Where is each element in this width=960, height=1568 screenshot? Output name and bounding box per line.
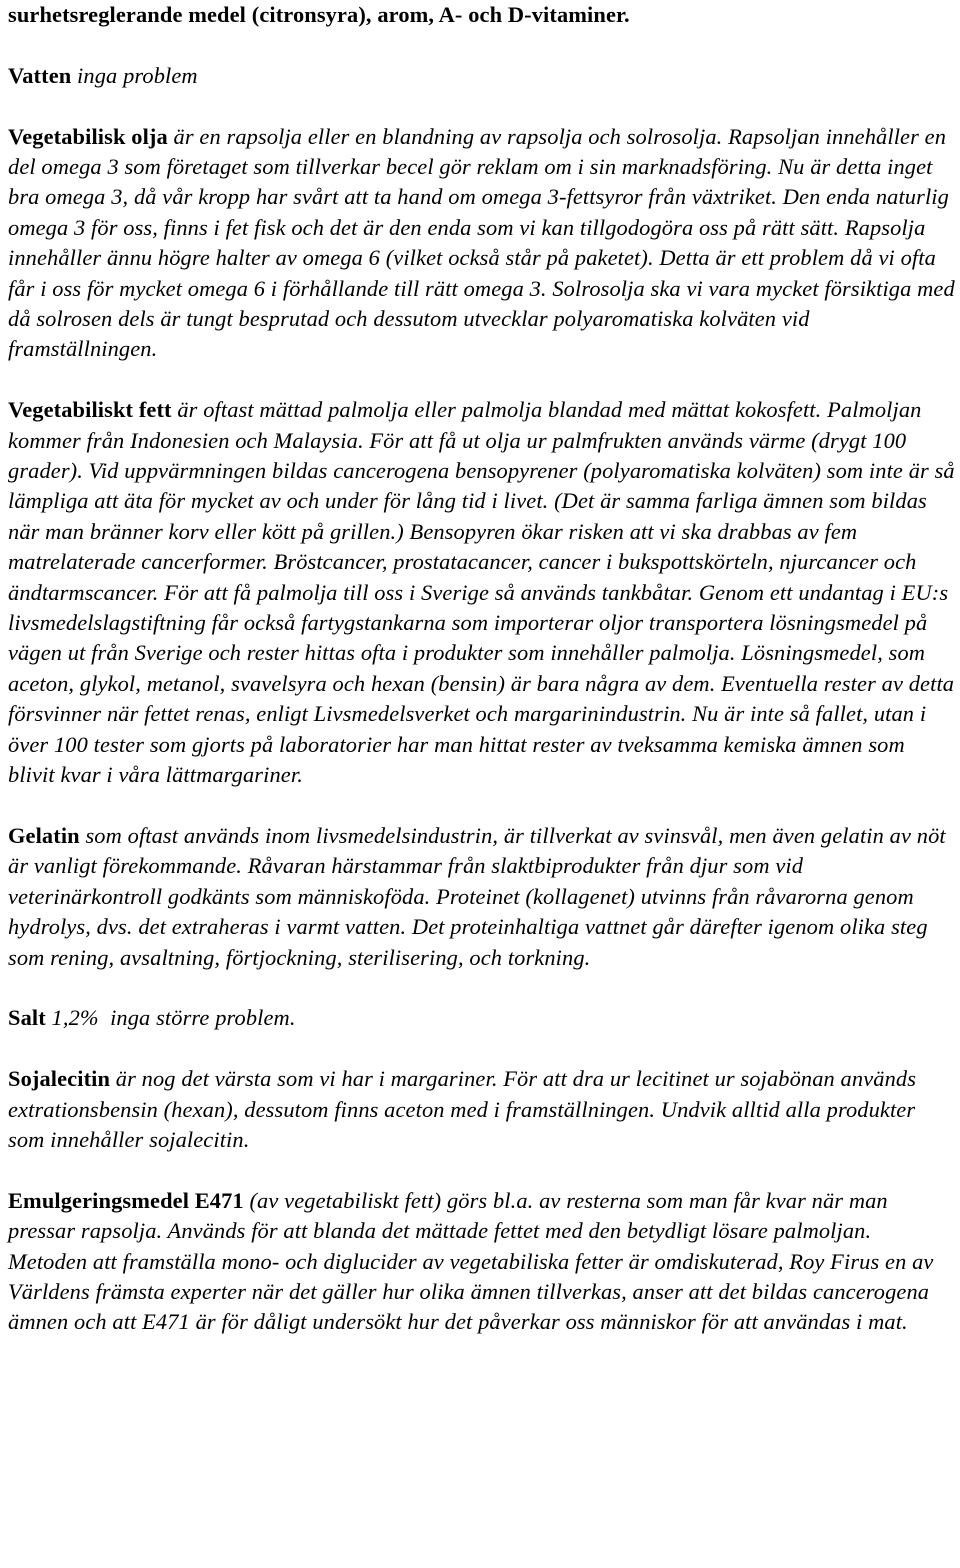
text-emulgeringsmedel: (av vegetabiliskt fett) görs bl.a. av resterna som man får kvar när man pressar rapsolja. Används för att blanda det mättade fettet med den betydligt lösare palmoljan. Metoden att framställa mono- och diglucider av vegetabiliska fetter är omdiskuterad, Roy Firus en av Världens främsta experter när det gäller hur olika ämnen tillverkas, anser att det bildas cancerogena ämnen och att E471 är för dåligt undersökt hur det påverkar oss människor för att användas i mat. <box>8 1187 934 1335</box>
paragraph-spacer <box>8 365 956 395</box>
paragraph-sojalecitin <box>8 1064 956 1155</box>
paragraph-emulgeringsmedel <box>8 1186 956 1338</box>
paragraph-spacer <box>8 91 956 121</box>
term-vegetabilisk-olja: Vegetabilisk olja <box>8 123 168 149</box>
text-vegetabilisk-olja: är en rapsolja eller en blandning av rapsolja och solrosolja. Rapsoljan innehåller en del omega 3 som företaget som tillverkar becel gör reklam om i sin marknadsföring. Nu är detta inget bra omega 3, då vår kropp har svårt att ta hand om omega 3-fettsyror från växtriket. Den enda naturlig omega 3 för oss, finns i fet fisk och det är den enda som vi kan tillgodogöra oss på rätt sätt. Rapsolja innehåller ännu högre halter av omega 6 (vilket också står på paketet). Detta är ett problem då vi ofta får i oss för mycket omega 6 i förhållande till rätt omega 3. Solrosolja ska vi vara mycket försiktiga med då solrosen dels är tungt besprutad och dessutom utvecklar polyaromatiska kolväten vid framställningen. <box>8 123 955 362</box>
paragraph-vatten <box>8 61 956 91</box>
text-salt: 1,2% inga större problem. <box>45 1005 296 1031</box>
text-sojalecitin: är nog det värsta som vi har i margariner. För att dra ur lecitinet ur sojabönan används extrationsbensin (hexan), dessutom finns aceton med i framställningen. Undvik alltid alla produkter som innehåller sojalecitin. <box>8 1066 917 1152</box>
term-vatten: Vatten <box>8 62 72 88</box>
term-gelatin: Gelatin <box>8 822 80 848</box>
paragraph-spacer <box>8 791 956 821</box>
term-sojalecitin: Sojalecitin <box>8 1066 111 1092</box>
term-salt: Salt <box>8 1005 46 1031</box>
paragraph-vegetabilisk-olja <box>8 122 956 365</box>
paragraph-ingredient-intro <box>8 0 956 30</box>
paragraph-spacer <box>8 30 956 60</box>
paragraph-spacer <box>8 1034 956 1064</box>
document-page <box>8 0 956 1338</box>
paragraph-salt <box>8 1003 956 1033</box>
paragraph-vegetabiliskt-fett <box>8 395 956 790</box>
term-emulgeringsmedel: Emulgeringsmedel E471 <box>8 1187 244 1213</box>
paragraph-gelatin <box>8 821 956 973</box>
text-gelatin: som oftast används inom livsmedelsindustrin, är tillverkat av svinsvål, men även gelatin av nöt är vanligt förekommande. Råvaran härstammar från slaktbiprodukter från djur som vid veterinärkontroll godkänts som människoföda. Proteinet (kollagenet) utvinns från råvarorna genom hydrolys, dvs. det extraheras i varmt vatten. Det proteinhaltiga vattnet går därefter igenom olika steg som rening, avsaltning, förtjockning, sterilisering, och torkning. <box>8 822 946 970</box>
text-vatten: inga problem <box>71 62 198 88</box>
paragraph-spacer <box>8 973 956 1003</box>
ingredient-list-tail: surhetsreglerande medel (citronsyra), arom, A- och D-vitaminer. <box>8 2 630 27</box>
term-vegetabiliskt-fett: Vegetabiliskt fett <box>8 397 172 423</box>
text-vegetabiliskt-fett: är oftast mättad palmolja eller palmolja blandad med mättat kokosfett. Palmoljan kommer från Indonesien och Malaysia. För att få ut olja ur palmfrukten används värme (drygt 100 grader). Vid uppvärmningen bildas cancerogena bensopyrener (polyaromatiska kolväten) som inte är så lämpliga att äta för mycket av och under för lång tid i livet. (Det är samma farliga ämnen som bildas när man bränner korv eller kött på grillen.) Bensopyren ökar risken att vi ska drabbas av fem matrelaterade cancerformer. Bröstcancer, prostatacancer, cancer i bukspottskörteln, njurcancer och ändtarmscancer. För att få palmolja till oss i Sverige så används tankbåtar. Genom ett undantag i EU:s livsmedelslagstiftning får också fartygstankarna som importerar oljor transportera lösningsmedel på vägen ut från Sverige och rester hittas ofta i produkter som innehåller palmolja. Lösningsmedel, som aceton, glykol, metanol, svavelsyra och hexan (bensin) är bara några av dem. Eventuella rester av detta försvinner när fettet renas, enligt Livsmedelsverket och margarinindustrin. Nu är inte så fallet, utan i över 100 tester som gjorts på laboratorier har man hittat rester av tveksamma kemiska ämnen som blivit kvar i våra lättmargariner. <box>8 397 955 788</box>
paragraph-spacer <box>8 1155 956 1185</box>
